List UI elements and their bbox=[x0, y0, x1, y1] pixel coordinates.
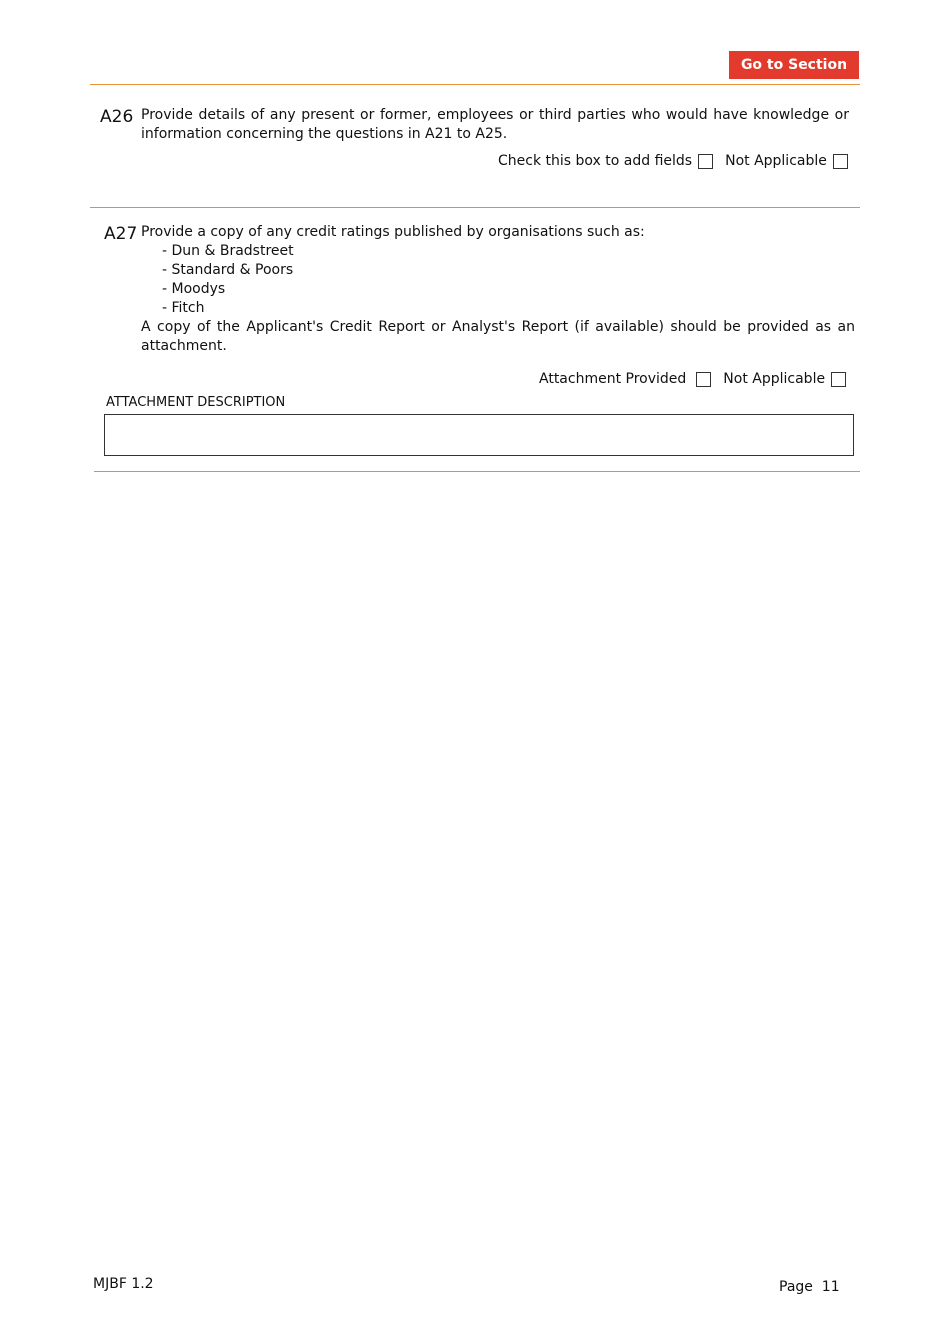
section-divider-a26 bbox=[90, 207, 860, 208]
check-add-fields-checkbox[interactable] bbox=[698, 154, 713, 169]
question-text-a27-line2: attachment. bbox=[141, 338, 227, 354]
a27-options bbox=[539, 371, 846, 387]
attachment-provided-label: Attachment Provided bbox=[539, 371, 687, 387]
check-add-fields-label: Check this box to add fields bbox=[498, 153, 693, 169]
page-number: Page 11 bbox=[779, 1279, 840, 1295]
list-item: - Moodys bbox=[162, 281, 226, 297]
header-divider bbox=[90, 84, 860, 85]
credit-agency-list bbox=[162, 242, 294, 318]
list-item: - Standard & Poors bbox=[162, 262, 294, 278]
attachment-description-field[interactable] bbox=[104, 414, 854, 456]
a26-options bbox=[498, 153, 848, 169]
attachment-description-label: ATTACHMENT DESCRIPTION bbox=[106, 395, 286, 410]
a26-not-applicable-checkbox[interactable] bbox=[833, 154, 848, 169]
section-divider-a27 bbox=[94, 471, 860, 472]
question-text-a27-intro: Provide a copy of any credit ratings published by organisations such as: bbox=[141, 224, 645, 240]
question-text-a27-line1: A copy of the Applicant's Credit Report or Analyst's Report (if available) should be provided as an bbox=[141, 319, 855, 335]
list-item: - Dun & Bradstreet bbox=[162, 243, 294, 259]
attachment-provided-checkbox[interactable] bbox=[696, 372, 711, 387]
question-number-a27: A27 bbox=[104, 224, 138, 244]
list-item: - Fitch bbox=[162, 300, 205, 316]
question-text-a26-line2: information concerning the questions in A21 to A25. bbox=[141, 126, 508, 142]
question-text-a26-line1: Provide details of any present or former, employees or third parties who would have knowledge or bbox=[141, 107, 849, 123]
go-to-section-button[interactable]: Go to Section bbox=[729, 51, 859, 79]
question-number-a26: A26 bbox=[100, 107, 134, 127]
a26-not-applicable-label: Not Applicable bbox=[725, 153, 827, 169]
a27-not-applicable-checkbox[interactable] bbox=[831, 372, 846, 387]
form-version: MJBF 1.2 bbox=[93, 1276, 154, 1292]
a27-not-applicable-label: Not Applicable bbox=[723, 371, 826, 387]
